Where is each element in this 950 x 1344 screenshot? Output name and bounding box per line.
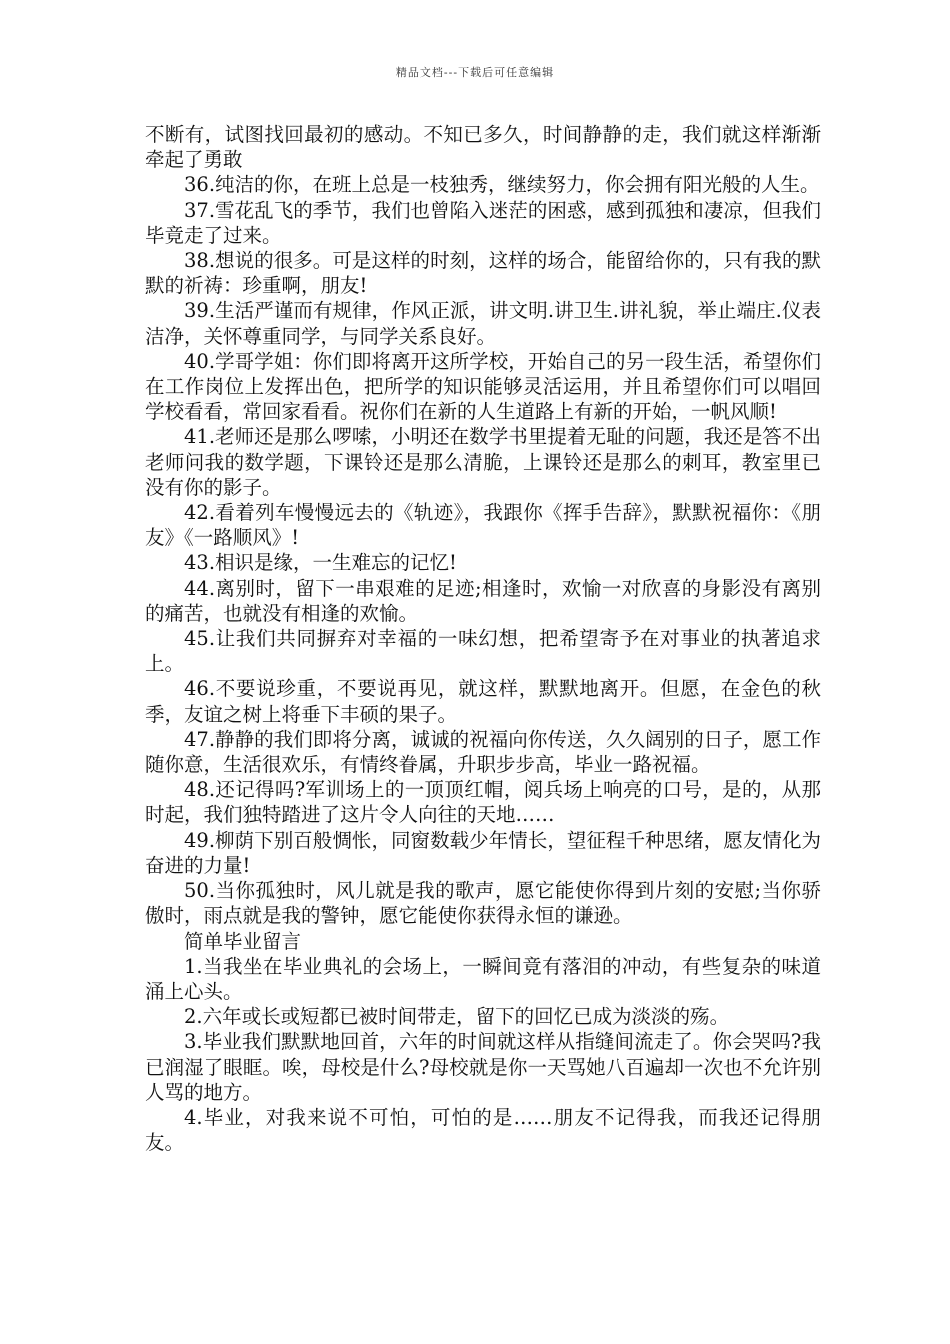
- paragraph-50: 50.当你孤独时，风儿就是我的歌声，愿它能使你得到片刻的安慰;当你骄傲时，雨点就是我的警钟，愿它能使你获得永恒的谦逊。: [145, 879, 821, 928]
- paragraph-43: 43.相识是缘，一生难忘的记忆!: [184, 551, 457, 575]
- paragraph-4: 4.毕业，对我来说不可怕，可怕的是……朋友不记得我，而我还记得朋友。: [145, 1105, 821, 1155]
- paragraph-continuation: 不断有，试图找回最初的感动。不知已多久，时间静静的走，我们就这样渐渐牵起了勇敢: [145, 123, 821, 172]
- paragraph-40: 40.学哥学姐：你们即将离开这所学校，开始自己的另一段生活，希望你们在工作岗位上发挥出色，把所学的知识能够灵活运用，并且希望你们可以唱回学校看看，常回家看看。祝你们在新的人生道路上有新的开始，一帆风顺!: [145, 349, 821, 424]
- document-body: [145, 122, 821, 1155]
- paragraph-46: 46.不要说珍重，不要说再见，就这样，默默地离开。但愿，在金色的秋季，友谊之树上将垂下丰硕的果子。: [145, 677, 821, 726]
- paragraph-39: 39.生活严谨而有规律，作风正派，讲文明.讲卫生.讲礼貌，举止端庄.仪表洁净，关怀尊重同学，与同学关系良好。: [145, 299, 821, 348]
- paragraph-36: 36.纯洁的你，在班上总是一枝独秀，继续努力，你会拥有阳光般的人生。: [184, 173, 820, 197]
- paragraph-38: 38.想说的很多。可是这样的时刻，这样的场合，能留给你的，只有我的默默的祈祷：珍重啊，朋友!: [145, 249, 821, 298]
- paragraph-3: 3.毕业我们默默地回首，六年的时间就这样从指缝间流走了。你会哭吗?我已润湿了眼眶。唉，母校是什么?母校就是你一天骂她八百遍却一次也不允许别人骂的地方。: [145, 1030, 821, 1104]
- paragraph-2: 2.六年或长或短都已被时间带走，留下的回忆已成为淡淡的殇。: [184, 1005, 730, 1029]
- paragraph-42: 42.看着列车慢慢远去的《轨迹》，我跟你《挥手告辞》，默默祝福你：《朋友》《一路顺风》!: [145, 501, 821, 550]
- paragraph-41: 41.老师还是那么啰嗦，小明还在数学书里提着无耻的问题，我还是答不出老师问我的数学题，下课铃还是那么清脆，上课铃还是那么的刺耳，教室里已没有你的影子。: [145, 425, 821, 499]
- paragraph-48: 48.还记得吗?军训场上的一顶顶红帽，阅兵场上响亮的口号，是的，从那时起，我们独特踏进了这片令人向往的天地……: [145, 778, 821, 827]
- section-heading: 简单毕业留言: [184, 929, 302, 953]
- paragraph-49: 49.柳荫下别百般惆怅，同窗数载少年情长，望征程千种思绪，愿友情化为奋进的力量!: [145, 828, 821, 877]
- paragraph-1: 1.当我坐在毕业典礼的会场上，一瞬间竟有落泪的冲动，有些复杂的味道涌上心头。: [145, 954, 821, 1003]
- paragraph-45: 45.让我们共同摒弃对幸福的一味幻想，把希望寄予在对事业的执著追求上。: [145, 627, 821, 676]
- paragraph-47: 47.静静的我们即将分离，诚诚的祝福向你传送，久久阔别的日子，愿工作随你意，生活很欢乐，有情终眷属，升职步步高，毕业一路祝福。: [145, 727, 821, 777]
- paragraph-44: 44.离别时，留下一串艰难的足迹;相逢时，欢愉一对欣喜的身影没有离别的痛苦，也就没有相逢的欢愉。: [145, 576, 821, 625]
- page-header: 精品文档---下载后可任意编辑: [395, 66, 555, 79]
- paragraph-37: 37.雪花乱飞的季节，我们也曾陷入迷茫的困惑，感到孤独和凄凉，但我们毕竟走了过来。: [145, 198, 821, 247]
